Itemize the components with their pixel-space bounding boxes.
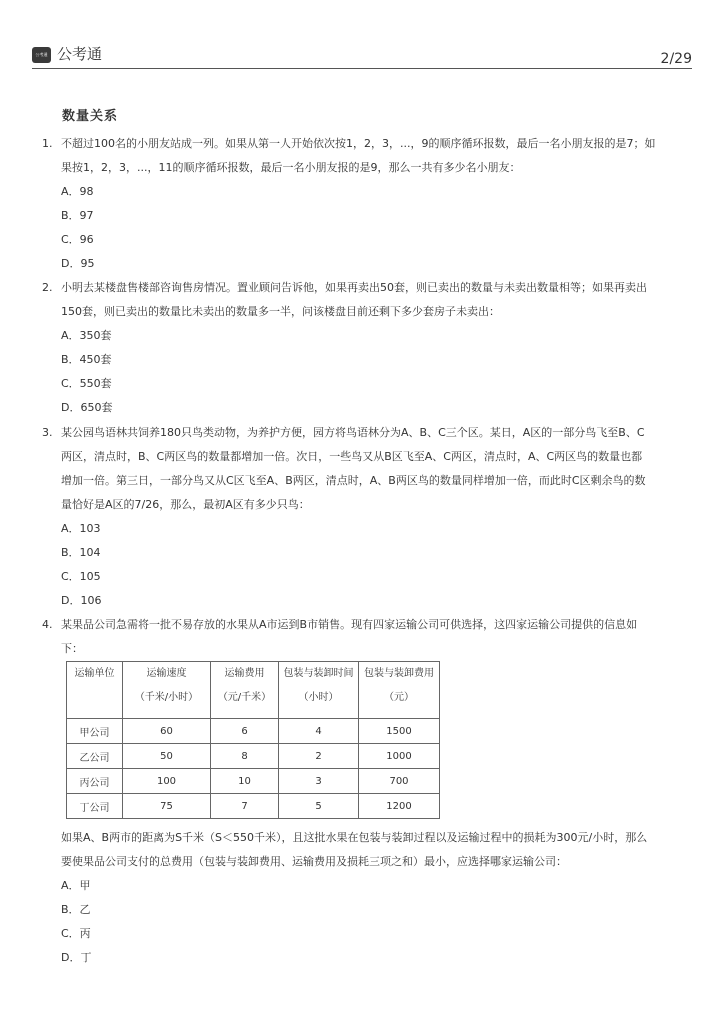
table-cell: 甲公司 (67, 719, 123, 744)
table-cell: 7 (211, 794, 279, 819)
table-cell: 60 (123, 719, 211, 744)
header-line: （小时） (298, 692, 339, 703)
table-cell: 1200 (359, 794, 440, 819)
logo-text: 公考通 (57, 45, 103, 63)
table-header-cell (359, 662, 440, 719)
question-stem-line: 果按1，2，3，...，11的顺序循环报数，最后一名小朋友报的是9，那么一共有多少名小朋友： (61, 161, 521, 174)
table-cell: 乙公司 (67, 744, 123, 769)
header-line: （元） (384, 692, 414, 703)
header-line: 运输速度 (146, 668, 187, 679)
option-b: B．450套 (61, 353, 112, 366)
option-b: B．乙 (61, 903, 91, 916)
option-a: A．350套 (61, 329, 112, 342)
header-line: 运输费用 (224, 668, 265, 679)
question-1 (42, 132, 692, 276)
question-number: 3. (42, 426, 53, 439)
table-cell: 1000 (359, 744, 440, 769)
table-header-cell (211, 662, 279, 719)
table-cell: 3 (279, 769, 359, 794)
question-number: 4. (42, 618, 53, 631)
table-cell: 2 (279, 744, 359, 769)
table-cell: 丁公司 (67, 794, 123, 819)
table-cell: 5 (279, 794, 359, 819)
table-cell: 75 (123, 794, 211, 819)
question-stem-line: 如果A、B两市的距离为S千米（S＜550千米），且这批水果在包装与装卸过程以及运输过程中的损耗为300元/小时，那么 (61, 831, 648, 844)
option-b: B．97 (61, 209, 94, 222)
page-header (32, 44, 692, 66)
section-title: 数量关系 (62, 109, 119, 124)
option-d: D．650套 (61, 401, 113, 414)
table-cell: 100 (123, 769, 211, 794)
question-stem-line: 某果品公司急需将一批不易存放的水果从A市运到B市销售。现有四家运输公司可供选择，这四家运输公司提供的信息如 (61, 618, 638, 631)
question-stem-line: 下： (61, 642, 83, 655)
table-cell: 1500 (359, 719, 440, 744)
table-cell: 4 (279, 719, 359, 744)
question-stem-line: 150套，则已卖出的数量比未卖出的数量多一半，问该楼盘目前还剩下多少套房子未卖出： (61, 305, 500, 318)
option-c: C．105 (61, 570, 101, 583)
table-row (67, 794, 440, 819)
question-number: 2. (42, 281, 53, 294)
header-line: 包装与装卸费用 (364, 668, 434, 679)
table-row (67, 744, 440, 769)
question-stem-line: 不超过100名的小朋友站成一列。如果从第一人开始依次按1，2，3，...，9的顺序循环报数，最后一名小朋友报的是7；如 (61, 137, 656, 150)
question-stem-line: 小明去某楼盘售楼部咨询售房情况。置业顾问告诉他，如果再卖出50套，则已卖出的数量与未卖出数量相等；如果再卖出 (61, 281, 647, 294)
transport-company-table (66, 661, 440, 819)
option-b: B．104 (61, 546, 101, 559)
question-stem-line: 量恰好是A区的7/26，那么，最初A区有多少只鸟： (61, 498, 310, 511)
table-header-cell (123, 662, 211, 719)
question-3 (42, 421, 692, 613)
question-2 (42, 276, 692, 420)
option-a: A．甲 (61, 879, 91, 892)
option-d: D．106 (61, 594, 102, 607)
header-line: 运输单位 (74, 668, 115, 679)
table-cell: 8 (211, 744, 279, 769)
table-header-cell (67, 662, 123, 719)
question-stem-line: 增加一倍。第三日，一部分鸟又从C区飞至A、B两区，清点时，A、B两区鸟的数量同样增加一倍，而此时C区剩余鸟的数 (61, 474, 646, 487)
option-d: D．95 (61, 257, 95, 270)
table-cell: 丙公司 (67, 769, 123, 794)
header-line: （元/千米） (217, 692, 272, 703)
option-a: A．103 (61, 522, 101, 535)
question-stem-line: 两区，清点时，B、C两区鸟的数量都增加一倍。次日，一些鸟又从B区飞至A、C两区，清点时，A、C两区鸟的数量也都 (61, 450, 643, 463)
option-d: D．丁 (61, 951, 92, 964)
option-c: C．96 (61, 233, 94, 246)
header-divider (32, 68, 692, 69)
table-row (67, 719, 440, 744)
table-cell: 700 (359, 769, 440, 794)
table-header-cell (279, 662, 359, 719)
question-number: 1. (42, 137, 53, 150)
question-stem-line: 某公园鸟语林共饲养180只鸟类动物，为养护方便，园方将鸟语林分为A、B、C三个区。某日，A区的一部分鸟飞至B、C (61, 426, 645, 439)
question-stem-line: 要使果品公司支付的总费用（包装与装卸费用、运输费用及损耗三项之和）最小，应选择哪家运输公司： (61, 855, 567, 868)
option-c: C．550套 (61, 377, 112, 390)
option-a: A．98 (61, 185, 94, 198)
table-header-row (67, 662, 440, 719)
header-line: 包装与装卸时间 (283, 668, 354, 679)
header-line: （千米/小时） (134, 692, 199, 703)
table-cell: 6 (211, 719, 279, 744)
table-cell: 50 (123, 744, 211, 769)
logo-icon: 公考通 (32, 47, 51, 63)
table-cell: 10 (211, 769, 279, 794)
question-4-continued (61, 826, 692, 970)
page-number: 2/29 (660, 51, 692, 67)
table-row (67, 769, 440, 794)
option-c: C．丙 (61, 927, 91, 940)
question-4 (42, 613, 692, 661)
